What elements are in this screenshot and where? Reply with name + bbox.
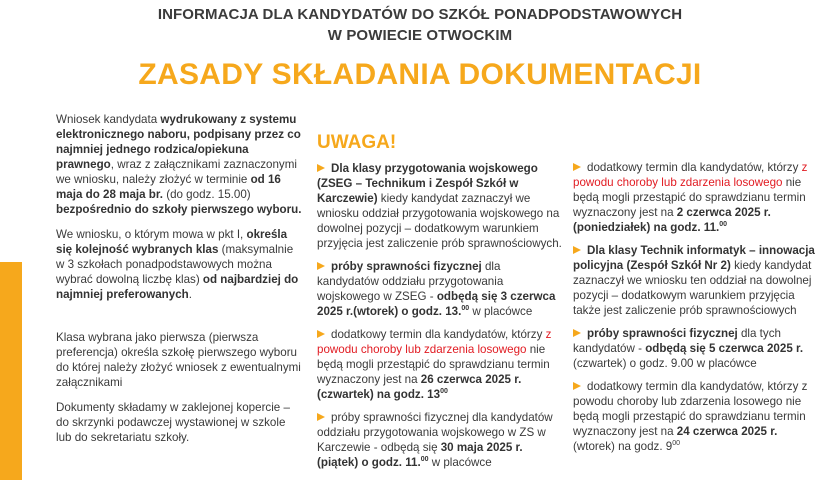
envelope-paragraph: Dokumenty składamy w zaklejonej kopercie – do skrzynki podawczej wystawionej w szkole lub do sekretariatu szkoły.: [56, 401, 290, 444]
triangle-right-icon: [317, 330, 325, 338]
accent-bar: [0, 262, 22, 480]
zseg-extra-term-item: dodatkowy termin dla kandydatów, którzy z powodu choroby lub zdarzenia losowego nie będą mogli przestąpić do sprawdzianu termin wyznaczony jest na 26 czerwca 2025 r. (czwartek) na godz. $13^{00}$: [317, 328, 552, 401]
zs2-extra-term-item: dodatkowy termin dla kandydatów, którzy z powodu choroby lub zdarzenia losowego nie będą mogli przestąpić do sprawdzianu termin wyznaczony jest na 24 czerwca 2025 r. (wtorek) na godz. $9^{00}$: [573, 380, 808, 453]
triangle-right-icon: [317, 164, 325, 172]
triangle-right-icon: [317, 413, 325, 421]
military-class-item: Dla klasy przygotowania wojskowego (ZSEG – Technikum i Zespół Szkół w Karczewie) kiedy kandydat zaznaczył we wniosku oddział przygotowania wojskowego na dowolnej pozycji – dodatkowym warunkiem przyjęcia jest zaliczenie prób sprawnościowych.: [317, 162, 562, 250]
page-title: ZASADY SKŁADANIA DOKUMENTACJI: [138, 58, 702, 91]
column-right: [573, 160, 821, 462]
karczew-extra-term-item: dodatkowy termin dla kandydatów, którzy z powodu choroby lub zdarzenia losowego nie będą mogli przestąpić do sprawdzianu termin wyznaczony jest na 2 czerwca 2025 r. (poniedziałek) na godz. 11.00: [573, 161, 808, 234]
header-line-2: W POWIECIE OTWOCKIM: [327, 27, 513, 44]
header-line-1: INFORMACJA DLA KANDYDATÓW DO SZKÓŁ PONADPODSTAWOWYCH: [157, 6, 683, 23]
triangle-right-icon: [573, 382, 581, 390]
triangle-right-icon: [573, 329, 581, 337]
zseg-fitness-test-item: próby sprawności fizycznej dla kandydatów oddziału przygotowania wojskowego w ZSEG - odbędą się 3 czerwca 2025 r.(wtorek) o godz. 13.00 w placówce: [317, 260, 556, 318]
uwaga-heading: UWAGA!: [317, 132, 397, 153]
it-police-class-item: Dla klasy Technik informatyk – innowacja policyjna (Zespół Szkół Nr 2) kiedy kandydat zaznaczył we wniosku ten oddział na dowolnej pozycji – dodatkowym warunkiem przyjęcia także jest zaliczenie prób sprawnościowych: [573, 244, 815, 317]
karczew-fitness-test-item: próby sprawności fizycznej dla kandydatów oddziału przygotowania wojskowego w ZS w Karczewie - odbędą się 30 maja 2025 r. (piątek) o godz. 11.00 w placówce: [317, 411, 553, 469]
triangle-right-icon: [573, 163, 581, 171]
application-paragraph: Wniosek kandydata wydrukowany z systemu elektronicznego naboru, podpisany przez co najmniej jednego rodzica/opiekuna prawnego, wraz z załącznikami zaznaczonymi we wniosku, należy złożyć w terminie od 16 maja do 28 maja br. (do godz. 15.00) bezpośrednio do szkoły pierwszego wyboru.: [56, 113, 302, 216]
column-left: [56, 112, 304, 455]
triangle-right-icon: [573, 246, 581, 254]
zs2-fitness-test-item: próby sprawności fizycznej dla tych kandydatów - odbędą się 5 czerwca 2025 r. (czwartek) o godz. 9.00 w placówce: [573, 327, 804, 370]
column-middle: [317, 132, 562, 478]
triangle-right-icon: [317, 262, 325, 270]
class-order-paragraph: We wniosku, o którym mowa w pkt I, określa się kolejność wybranych klas (maksymalnie w 3 szkołach ponadpodstawowych można wybrać dowolną liczbę klas) od najbardziej do najmniej preferowanych.: [56, 228, 299, 301]
first-choice-paragraph: Klasa wybrana jako pierwsza (pierwsza preferencja) określa szkołę pierwszego wyboru do której należy złożyć wniosek z ewentualnymi załącznikami: [56, 331, 301, 389]
